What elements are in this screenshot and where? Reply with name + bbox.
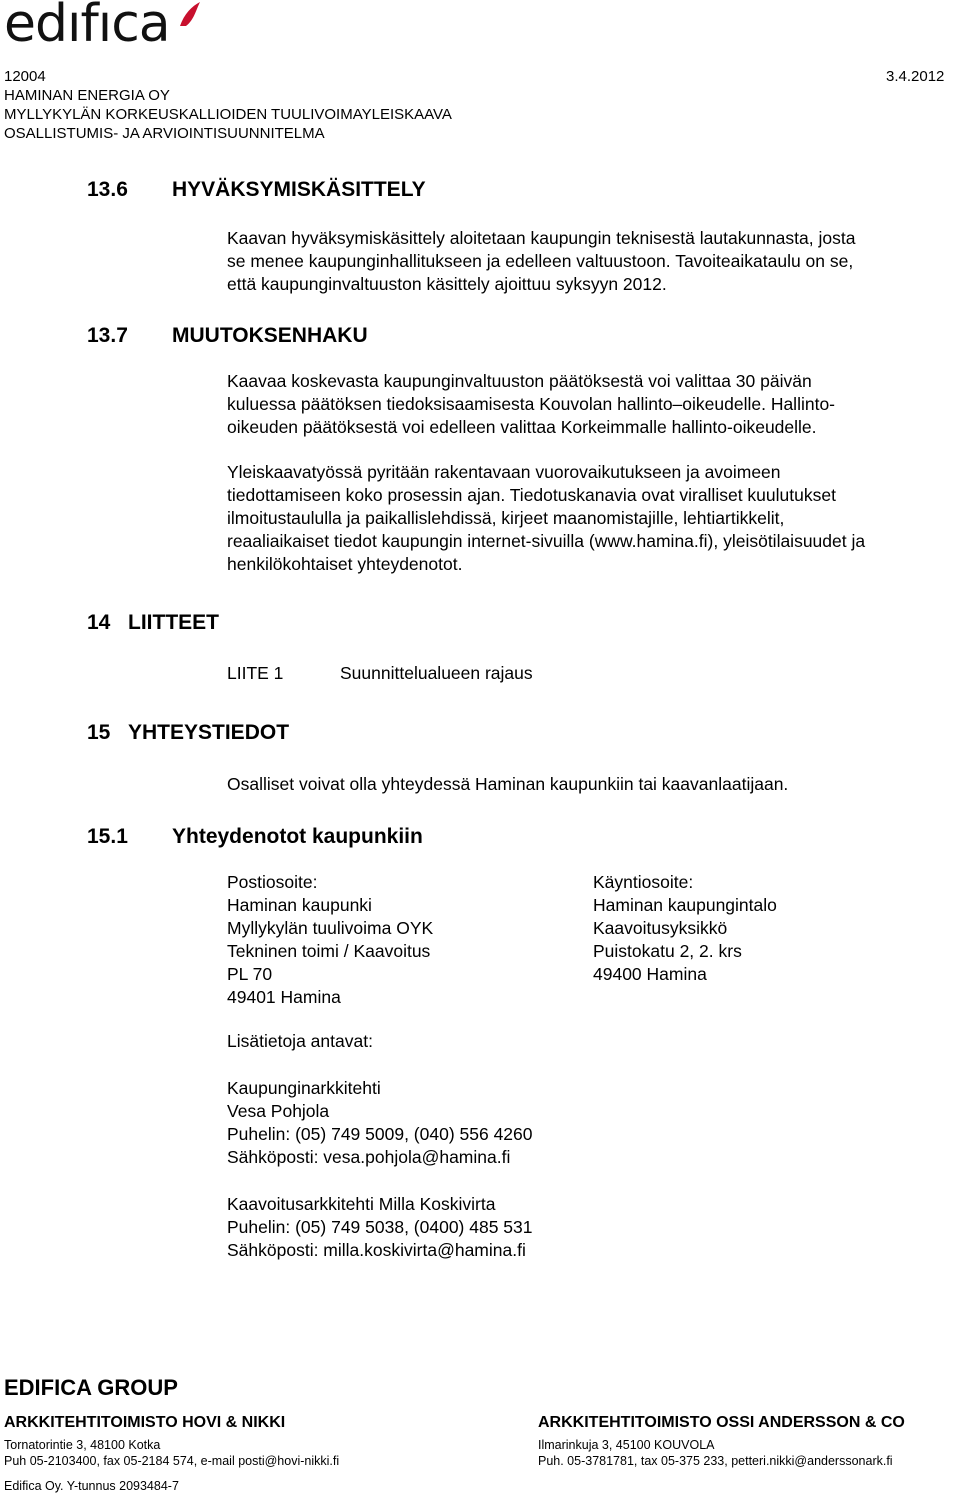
postal-label: Postiosoite:	[227, 872, 318, 892]
section-13-7-title: MUUTOKSENHAKU	[172, 324, 368, 347]
text-line: henkilökohtaiset yhteydenotot.	[227, 554, 463, 574]
contact-milla-koskivirta	[227, 1193, 533, 1262]
text-line: Kaavaa koskevasta kaupunginvaltuuston päätöksestä voi valittaa 30 päivän	[227, 371, 812, 391]
document-type: OSALLISTUMIS- JA ARVIOINTISUUNNITELMA	[4, 125, 325, 142]
address-line: Haminan kaupunki	[227, 895, 372, 915]
contact-role: Kaupunginarkkitehti	[227, 1078, 381, 1098]
section-15-number: 15	[87, 721, 111, 744]
text-line: ilmoitustaululla ja paikallislehdissä, kirjeet maanomistajille, lehtiartikkelit,	[227, 508, 785, 528]
edifica-logo	[4, 0, 214, 60]
attachment-name: Suunnittelualueen rajaus	[340, 663, 533, 683]
contact-name: Kaavoitusarkkitehti Milla Koskivirta	[227, 1194, 496, 1214]
section-13-7-number: 13.7	[87, 324, 128, 347]
logo-accent-icon	[174, 0, 204, 30]
text-line: oikeuden päätöksestä voi edelleen valittaa Korkeimmalle hallinto-oikeudelle.	[227, 417, 817, 437]
section-15-title: YHTEYSTIEDOT	[128, 721, 290, 744]
text-line: se menee kaupunginhallitukseen ja edelleen valtuustoon. Tavoiteaikataulu on se,	[227, 251, 854, 271]
section-13-7-paragraph-2	[227, 461, 865, 576]
address-line: Haminan kaupungintalo	[593, 895, 777, 915]
contact-name: Vesa Pohjola	[227, 1101, 330, 1121]
client-name: HAMINAN ENERGIA OY	[4, 87, 170, 104]
attachment-label: LIITE 1	[227, 663, 284, 683]
more-info-label: Lisätietoja antavat:	[227, 1031, 373, 1051]
footer-firm1-name: ARKKITEHTITOIMISTO HOVI & NIKKI	[4, 1414, 286, 1431]
document-date: 3.4.2012	[886, 68, 945, 85]
visiting-address-block	[593, 871, 777, 986]
section-13-7-paragraph-1	[227, 370, 835, 439]
address-line: PL 70	[227, 964, 273, 984]
footer-firm1-address: Tornatorintie 3, 48100 Kotka	[4, 1438, 161, 1452]
address-line: Kaavoitusyksikkö	[593, 918, 728, 938]
text-line: kuluessa päätöksen tiedoksisaamisesta Kouvolan hallinto–oikeudelle. Hallinto-	[227, 394, 836, 414]
section-13-6-title: HYVÄKSYMISKÄSITTELY	[172, 178, 426, 201]
address-line: Tekninen toimi / Kaavoitus	[227, 941, 431, 961]
text-line: että kaupunginvaltuuston käsittely ajoittuu syksyyn 2012.	[227, 274, 667, 294]
address-line: Myllykylän tuulivoima OYK	[227, 918, 434, 938]
address-line: 49400 Hamina	[593, 964, 707, 984]
section-14-number: 14	[87, 611, 111, 634]
contact-email: Sähköposti: milla.koskivirta@hamina.fi	[227, 1240, 526, 1260]
text-line: tiedottamiseen koko prosessin ajan. Tiedotuskanavia ovat viralliset kuulutukset	[227, 485, 836, 505]
address-line: Puistokatu 2, 2. krs	[593, 941, 742, 961]
visiting-label: Käyntiosoite:	[593, 872, 694, 892]
project-number: 12004	[4, 68, 46, 85]
section-15-1-number: 15.1	[87, 825, 128, 848]
footer-firm2-contact: Puh. 05-3781781, tax 05-375 233, petteri.nikki@anderssonark.fi	[538, 1454, 893, 1468]
contact-phone: Puhelin: (05) 749 5009, (040) 556 4260	[227, 1124, 533, 1144]
section-15-intro: Osalliset voivat olla yhteydessä Haminan kaupunkiin tai kaavanlaatijaan.	[227, 774, 789, 794]
address-line: 49401 Hamina	[227, 987, 341, 1007]
footer-firm1-contact: Puh 05-2103400, fax 05-2184 574, e-mail posti@hovi-nikki.fi	[4, 1454, 340, 1468]
footer-company-id: Edifica Oy. Y-tunnus 2093484-7	[4, 1479, 179, 1493]
contact-email: Sähköposti: vesa.pohjola@hamina.fi	[227, 1147, 511, 1167]
contact-phone: Puhelin: (05) 749 5038, (0400) 485 531	[227, 1217, 533, 1237]
text-line: Yleiskaavatyössä pyritään rakentavaan vuorovaikutukseen ja avoimeen	[227, 462, 781, 482]
footer-firm2-name: ARKKITEHTITOIMISTO OSSI ANDERSSON & CO	[538, 1414, 905, 1431]
section-13-6-number: 13.6	[87, 178, 128, 201]
footer-group-name: EDIFICA GROUP	[4, 1375, 178, 1400]
plan-name: MYLLYKYLÄN KORKEUSKALLIOIDEN TUULIVOIMAYLEISKAAVA	[4, 106, 452, 123]
postal-address-block	[227, 871, 433, 1009]
footer-firm2-address: Ilmarinkuja 3, 45100 KOUVOLA	[538, 1438, 715, 1452]
logo-wordmark: edıfıca	[4, 0, 170, 54]
section-14-title: LIITTEET	[128, 611, 219, 634]
text-line: reaaliaikaiset tiedot kaupungin internet-sivuilla (www.hamina.fi), yleisötilaisuudet ja	[227, 531, 866, 551]
section-13-6-paragraph	[227, 227, 855, 296]
contact-vesa-pohjola	[227, 1077, 533, 1169]
text-line: Kaavan hyväksymiskäsittely aloitetaan kaupungin teknisestä lautakunnasta, josta	[227, 228, 856, 248]
section-15-1-title: Yhteydenotot kaupunkiin	[172, 825, 423, 848]
